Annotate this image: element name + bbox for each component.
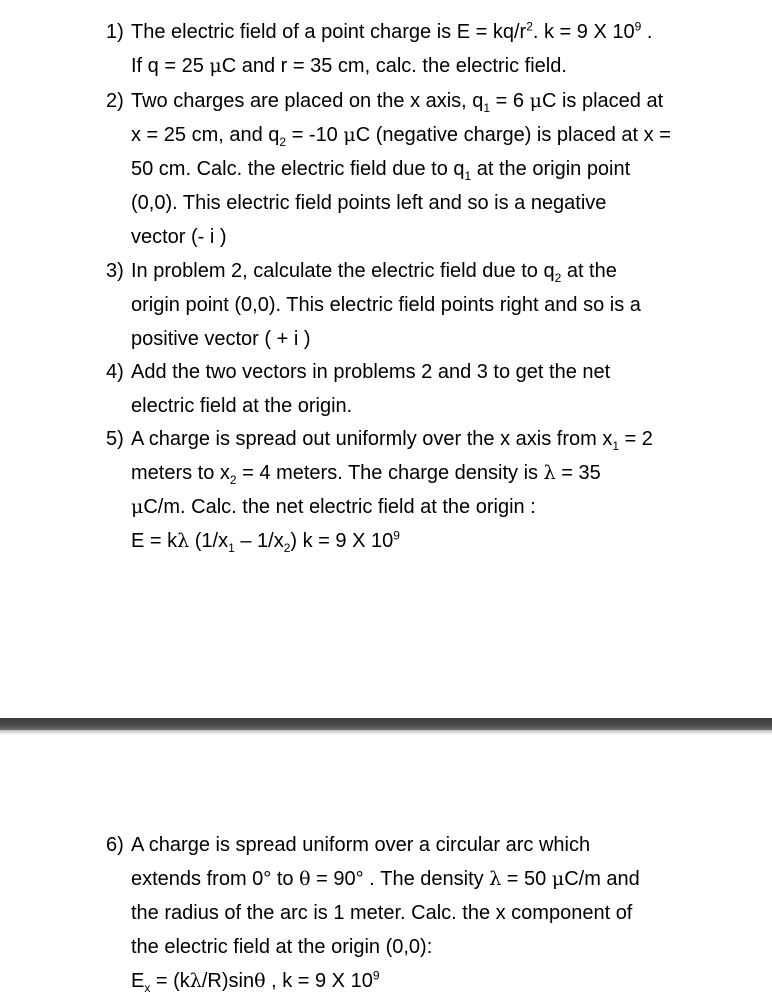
- mu-symbol: μ: [209, 55, 222, 77]
- problem-5-formula: E = kλ $(1/x_1 - 1/x_2) k = 9$ X $10^9$: [131, 528, 400, 555]
- problem-number: 1): [106, 21, 124, 43]
- problem-4-line-1: 4) Add the two vectors in problems 2 and 3 to get the net: [106, 355, 746, 389]
- problem-3: [106, 254, 746, 356]
- page-break-bar: [0, 718, 772, 730]
- subscript: 1: [612, 439, 620, 453]
- superscript: 9: [634, 19, 642, 34]
- problem-3-line-1: 3) In problem 2, calculate the electric field due to $q_2$ at the: [106, 254, 746, 288]
- problem-6-formula: $E_x = (k\lambda/R)\sin\theta$ , k = 9 X $10^9$: [131, 968, 380, 995]
- subscript: x: [144, 981, 151, 995]
- subscript: 1: [228, 541, 235, 555]
- problem-2-line-3: 50 cm. Calc. the electric field due to $q_1$ at the origin point: [131, 158, 631, 183]
- mu-symbol: μ: [131, 496, 144, 518]
- problem-4-line-2: electric field at the origin.: [131, 395, 353, 417]
- subscript: 2: [279, 135, 287, 149]
- problem-3-line-2: origin point (0,0). This electric field points right and so is a: [131, 294, 641, 316]
- subscript: 2: [554, 271, 562, 285]
- problem-3-line-3: positive vector ( + i ): [131, 328, 311, 350]
- problem-6-line-1: 6) A charge is spread uniform over a circular arc which: [106, 828, 746, 862]
- page-break-divider: [0, 718, 772, 735]
- problem-2-line-2: x = 25 cm, and $q_2 = -10$ μC (negative charge) is placed at x =: [131, 124, 671, 149]
- theta-symbol: θ: [299, 868, 311, 890]
- problem-6-line-2: extends from 0° to θ = 90° . The density λ = 50 μC/m and: [131, 868, 640, 890]
- theta-symbol: θ: [254, 970, 266, 992]
- problem-number: 2): [106, 90, 124, 112]
- problem-5-line-2: meters to $x_2 = 4$ meters. The charge density is λ = 35: [131, 462, 601, 487]
- lambda-symbol: λ: [177, 530, 190, 552]
- mu-symbol: μ: [529, 90, 542, 112]
- problem-6-line-4: the electric field at the origin (0,0):: [131, 936, 433, 958]
- page-bottom: [0, 735, 772, 1007]
- lambda-symbol: λ: [543, 462, 556, 484]
- problem-1-line-1: 1) The electric field of a point charge is $E = kq/r^2$. k = 9 X $10^9$ .: [106, 15, 746, 49]
- superscript: 2: [526, 19, 533, 34]
- superscript: 9: [372, 968, 380, 983]
- problem-4: [106, 355, 746, 423]
- problem-2-line-5: vector (- i ): [131, 226, 227, 248]
- problem-6-line-3: the radius of the arc is 1 meter. Calc. the x component of: [131, 902, 633, 924]
- problem-2: [106, 84, 746, 254]
- superscript: 9: [393, 528, 400, 543]
- lambda-symbol: λ: [489, 868, 502, 890]
- mu-symbol: μ: [551, 868, 565, 890]
- problem-number: 3): [106, 260, 124, 282]
- subscript: 1: [464, 169, 472, 183]
- problem-2-line-4: (0,0). This electric field points left and so is a negative: [131, 192, 607, 214]
- subscript: 2: [229, 473, 237, 487]
- problem-number: 6): [106, 834, 124, 856]
- problem-5-line-1: 5) A charge is spread out uniformly over the x axis from $x_1 = 2$: [106, 422, 746, 456]
- problem-5-line-3: μC/m. Calc. the net electric field at the origin :: [131, 496, 536, 518]
- problem-number: 4): [106, 361, 124, 383]
- problem-6: [106, 828, 746, 998]
- problem-5: [106, 422, 746, 558]
- lambda-symbol: λ: [189, 970, 202, 992]
- problem-1-line-2: If q = 25 μC and r = 35 cm, calc. the electric field.: [131, 55, 567, 77]
- mu-symbol: μ: [343, 124, 356, 146]
- subscript: 2: [283, 541, 291, 555]
- problem-number: 5): [106, 428, 124, 450]
- problem-2-line-1: 2) Two charges are placed on the x axis, $q_1 = 6$ μC is placed at: [106, 84, 746, 118]
- problem-1: [106, 15, 746, 83]
- subscript: 1: [483, 101, 491, 115]
